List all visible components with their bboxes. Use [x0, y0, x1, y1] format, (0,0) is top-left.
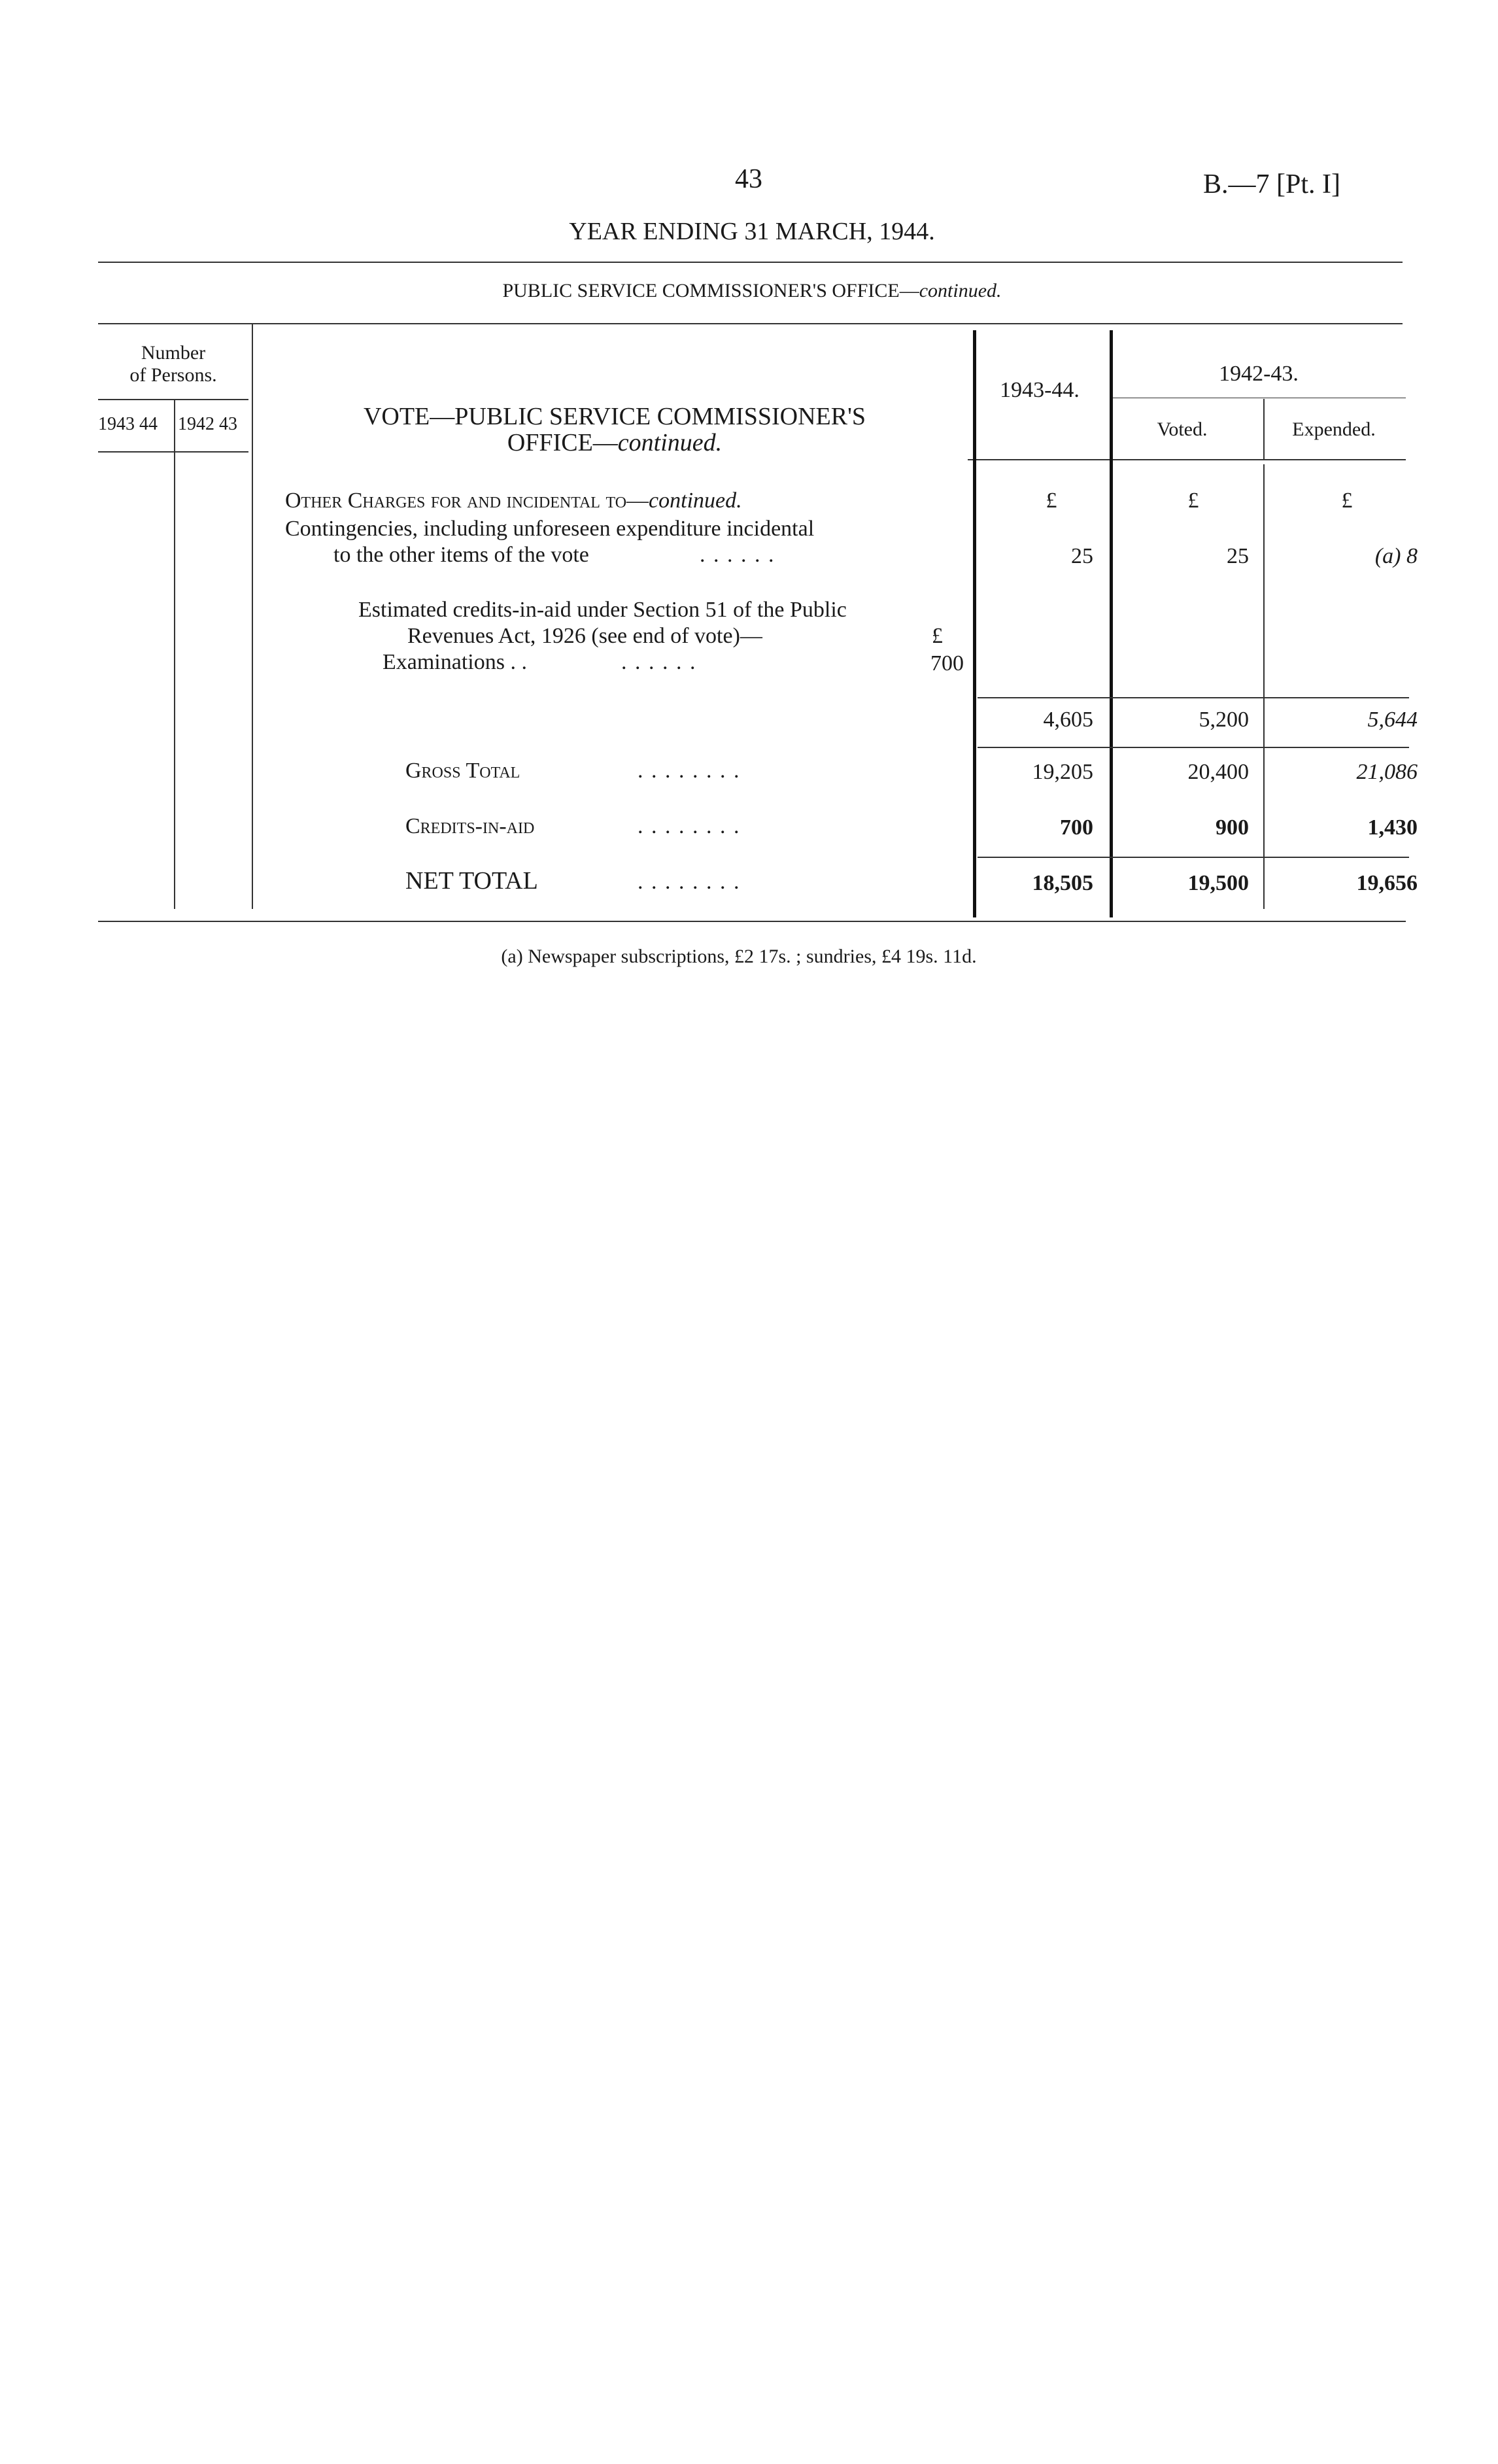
persons-column-right-rule: [252, 323, 253, 909]
contingencies-1943-44: 25: [1071, 544, 1093, 568]
year-1942-43-header: 1942-43.: [1219, 362, 1299, 386]
credits-note-line2: Revenues Act, 1926 (see end of vote)—: [407, 624, 762, 648]
gross-total-leader-dots: . . . . . . . .: [638, 759, 741, 783]
persons-subheader-rule: [98, 451, 248, 453]
voted-header: Voted.: [1157, 419, 1208, 440]
page-number: 43: [735, 164, 762, 194]
subtotal-1943-44: 4,605: [1043, 708, 1093, 732]
column-rule-voted: [1110, 330, 1113, 917]
gross-total-expended: 21,086: [1356, 760, 1418, 784]
currency-1943-44: £: [1046, 488, 1057, 513]
net-total-expended: 19,656: [1356, 871, 1418, 895]
contingencies-leader-dots: . . . . . .: [700, 543, 775, 567]
footnote: (a) Newspaper subscriptions, £2 17s. ; sundries, £4 19s. 11d.: [501, 946, 977, 967]
gross-total-voted: 20,400: [1187, 760, 1249, 784]
persons-header-rule: [98, 399, 248, 400]
net-total-leader-dots: . . . . . . . .: [638, 870, 741, 894]
currency-voted: £: [1187, 488, 1199, 513]
contingencies-item-line2: to the other items of the vote: [333, 543, 589, 567]
column-rule-1943-44: [973, 330, 976, 917]
credits-note-currency: £: [932, 624, 943, 648]
number-of-persons-label-2: of Persons.: [129, 364, 217, 386]
credits-in-aid-rule: [978, 857, 1409, 858]
contingencies-item-line1: Contingencies, including unforeseen expenditure incidental: [285, 517, 815, 541]
year-1943-44-header: 1943-44.: [1000, 378, 1080, 402]
column-rule-expended: [1263, 464, 1265, 909]
net-total-voted: 19,500: [1187, 871, 1249, 895]
column-rule-expended-header: [1263, 399, 1265, 460]
table-bottom-rule: [98, 921, 1406, 922]
header-rule: [98, 262, 1403, 263]
net-total-1943-44: 18,505: [1032, 871, 1093, 895]
persons-1942-43-header: 1942 43: [178, 414, 237, 434]
table-top-rule: [98, 323, 1403, 324]
expended-header: Expended.: [1292, 419, 1376, 440]
subtotal-expended: 5,644: [1367, 708, 1418, 732]
net-total-label: NET TOTAL: [405, 867, 538, 895]
page-reference: B.—7 [Pt. I]: [1203, 169, 1340, 199]
credits-in-aid-label: Credits-in-aid: [405, 814, 535, 838]
contingencies-expended: (a) 8: [1374, 544, 1418, 568]
vote-title-line2: OFFICE—continued.: [507, 429, 723, 456]
money-header-rule: [968, 459, 1406, 460]
contingencies-voted: 25: [1227, 544, 1249, 568]
credits-in-aid-leader-dots: . . . . . . . .: [638, 814, 741, 838]
year-heading: YEAR ENDING 31 MARCH, 1944.: [569, 218, 935, 245]
credits-note-line3: Examinations . .: [383, 650, 527, 674]
office-heading: PUBLIC SERVICE COMMISSIONER'S OFFICE—continued.: [502, 280, 1002, 301]
section-title: Other Charges for and incidental to—continued.: [285, 488, 742, 513]
credits-in-aid-1943-44: 700: [1060, 815, 1093, 840]
currency-expended: £: [1341, 488, 1353, 513]
credits-note-line1: Estimated credits-in-aid under Section 51 of the Public: [358, 598, 847, 622]
credits-note-amount: 700: [930, 651, 964, 676]
number-of-persons-label: Number: [141, 342, 206, 364]
credits-in-aid-expended: 1,430: [1367, 815, 1418, 840]
vote-title: VOTE—PUBLIC SERVICE COMMISSIONER'S: [363, 403, 866, 430]
persons-1943-44-header: 1943 44: [98, 414, 158, 434]
credits-in-aid-voted: 900: [1216, 815, 1249, 840]
gross-total-1943-44: 19,205: [1032, 760, 1093, 784]
gross-total-label: Gross Total: [405, 759, 520, 783]
subtotal-voted: 5,200: [1199, 708, 1249, 732]
subtotal-rule: [978, 697, 1409, 698]
credits-note-leader-dots: . . . . . .: [621, 650, 697, 674]
persons-column-divider: [174, 399, 175, 909]
subtotal-bottom-rule: [978, 747, 1409, 748]
